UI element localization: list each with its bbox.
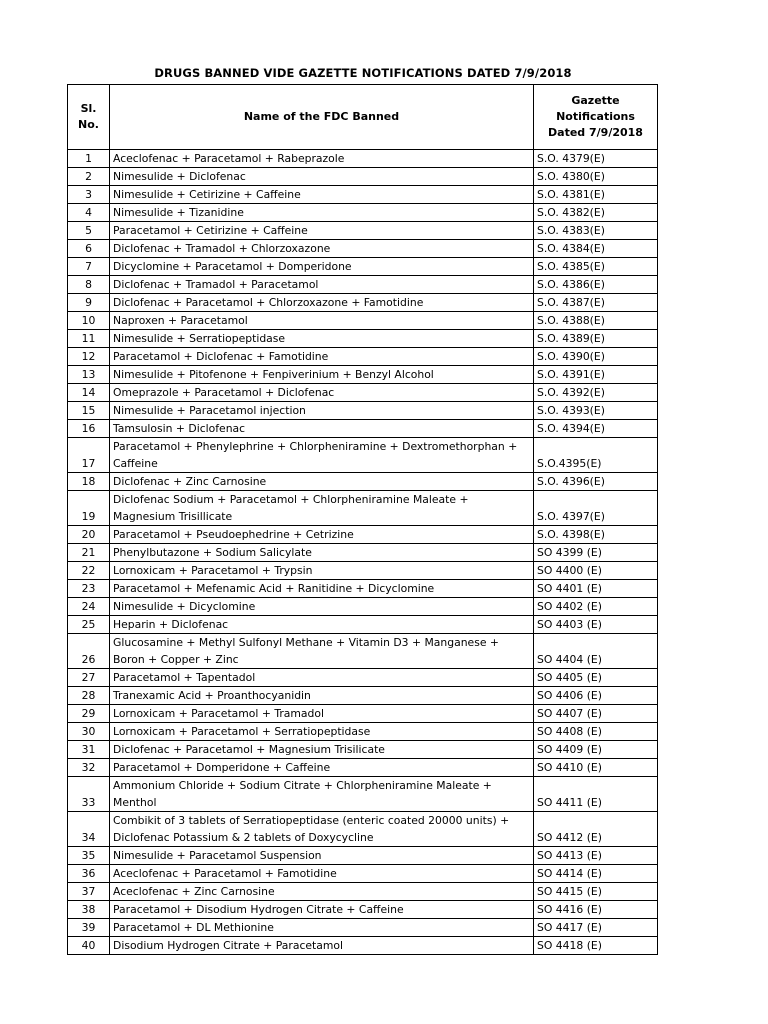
cell-fdc-name: Paracetamol + DL Methionine [110, 919, 534, 937]
cell-gazette-notification: S.O. 4379(E) [534, 150, 658, 168]
cell-fdc-name: Tamsulosin + Diclofenac [110, 420, 534, 438]
cell-gazette-notification: S.O. 4386(E) [534, 276, 658, 294]
cell-gazette-notification: S.O. 4387(E) [534, 294, 658, 312]
cell-gazette-notification: SO 4399 (E) [534, 544, 658, 562]
table-row [68, 812, 658, 847]
cell-gazette-notification: SO 4415 (E) [534, 883, 658, 901]
table-body [68, 150, 658, 955]
cell-sl-no: 24 [68, 598, 110, 616]
cell-gazette-notification: SO 4417 (E) [534, 919, 658, 937]
cell-gazette-notification: S.O. 4384(E) [534, 240, 658, 258]
cell-sl-no: 30 [68, 723, 110, 741]
cell-gazette-notification: S.O. 4392(E) [534, 384, 658, 402]
cell-gazette-notification: S.O. 4391(E) [534, 366, 658, 384]
table-row [68, 420, 658, 438]
cell-sl-no: 35 [68, 847, 110, 865]
table-row [68, 402, 658, 420]
table-row [68, 312, 658, 330]
table-row [68, 240, 658, 258]
cell-fdc-name: Nimesulide + Pitofenone + Fenpiverinium + Benzyl Alcohol [110, 366, 534, 384]
table-row [68, 883, 658, 901]
table-row [68, 580, 658, 598]
cell-gazette-notification: S.O. 4383(E) [534, 222, 658, 240]
table-row [68, 150, 658, 168]
cell-gazette-notification: SO 4414 (E) [534, 865, 658, 883]
table-row [68, 901, 658, 919]
cell-sl-no: 29 [68, 705, 110, 723]
table-row [68, 687, 658, 705]
cell-gazette-notification: SO 4400 (E) [534, 562, 658, 580]
cell-sl-no: 2 [68, 168, 110, 186]
cell-fdc-name: Paracetamol + Pseudoephedrine + Cetrizine [110, 526, 534, 544]
cell-fdc-name: Aceclofenac + Paracetamol + Famotidine [110, 865, 534, 883]
cell-fdc-name: Lornoxicam + Paracetamol + Serratiopeptidase [110, 723, 534, 741]
cell-sl-no: 39 [68, 919, 110, 937]
cell-gazette-notification: S.O. 4388(E) [534, 312, 658, 330]
cell-fdc-name: Paracetamol + Mefenamic Acid + Ranitidine + Dicyclomine [110, 580, 534, 598]
table-row [68, 222, 658, 240]
cell-gazette-notification: SO 4412 (E) [534, 812, 658, 847]
table-row [68, 865, 658, 883]
header-sl-no: Sl. No. [68, 85, 110, 150]
table-row [68, 669, 658, 687]
table-row [68, 276, 658, 294]
cell-fdc-name: Aceclofenac + Zinc Carnosine [110, 883, 534, 901]
cell-gazette-notification: SO 4402 (E) [534, 598, 658, 616]
cell-fdc-name: Glucosamine + Methyl Sulfonyl Methane + Vitamin D3 + Manganese + Boron + Copper + Zinc [110, 634, 534, 669]
cell-sl-no: 23 [68, 580, 110, 598]
cell-sl-no: 15 [68, 402, 110, 420]
cell-fdc-name: Diclofenac + Tramadol + Chlorzoxazone [110, 240, 534, 258]
cell-sl-no: 14 [68, 384, 110, 402]
cell-fdc-name: Nimesulide + Diclofenac [110, 168, 534, 186]
cell-gazette-notification: SO 4409 (E) [534, 741, 658, 759]
table-row [68, 634, 658, 669]
table-row [68, 294, 658, 312]
cell-sl-no: 36 [68, 865, 110, 883]
cell-sl-no: 12 [68, 348, 110, 366]
table-row [68, 348, 658, 366]
cell-fdc-name: Naproxen + Paracetamol [110, 312, 534, 330]
cell-sl-no: 7 [68, 258, 110, 276]
cell-fdc-name: Paracetamol + Phenylephrine + Chlorpheniramine + Dextromethorphan + Caffeine [110, 438, 534, 473]
table-row [68, 919, 658, 937]
cell-sl-no: 33 [68, 777, 110, 812]
cell-fdc-name: Nimesulide + Serratiopeptidase [110, 330, 534, 348]
cell-fdc-name: Diclofenac Sodium + Paracetamol + Chlorpheniramine Maleate + Magnesium Trisillicate [110, 491, 534, 526]
cell-fdc-name: Paracetamol + Domperidone + Caffeine [110, 759, 534, 777]
table-row [68, 847, 658, 865]
cell-gazette-notification: SO 4416 (E) [534, 901, 658, 919]
cell-sl-no: 40 [68, 937, 110, 955]
table-row [68, 438, 658, 473]
table-row [68, 204, 658, 222]
cell-sl-no: 18 [68, 473, 110, 491]
cell-sl-no: 31 [68, 741, 110, 759]
table-row [68, 723, 658, 741]
table-row [68, 330, 658, 348]
table-row [68, 258, 658, 276]
table-row [68, 544, 658, 562]
cell-gazette-notification: S.O. 4393(E) [534, 402, 658, 420]
cell-gazette-notification: S.O. 4381(E) [534, 186, 658, 204]
cell-gazette-notification: SO 4405 (E) [534, 669, 658, 687]
table-row [68, 473, 658, 491]
cell-fdc-name: Diclofenac + Paracetamol + Magnesium Trisilicate [110, 741, 534, 759]
cell-fdc-name: Nimesulide + Paracetamol Suspension [110, 847, 534, 865]
cell-fdc-name: Tranexamic Acid + Proanthocyanidin [110, 687, 534, 705]
cell-gazette-notification: S.O. 4385(E) [534, 258, 658, 276]
cell-sl-no: 16 [68, 420, 110, 438]
cell-fdc-name: Aceclofenac + Paracetamol + Rabeprazole [110, 150, 534, 168]
cell-sl-no: 17 [68, 438, 110, 473]
cell-sl-no: 32 [68, 759, 110, 777]
cell-fdc-name: Diclofenac + Tramadol + Paracetamol [110, 276, 534, 294]
table-row [68, 526, 658, 544]
table-row [68, 741, 658, 759]
cell-sl-no: 20 [68, 526, 110, 544]
document-title: DRUGS BANNED VIDE GAZETTE NOTIFICATIONS DATED 7/9/2018 [154, 66, 572, 80]
cell-gazette-notification: S.O. 4382(E) [534, 204, 658, 222]
cell-gazette-notification: S.O. 4398(E) [534, 526, 658, 544]
cell-sl-no: 5 [68, 222, 110, 240]
cell-sl-no: 27 [68, 669, 110, 687]
table-row [68, 168, 658, 186]
cell-gazette-notification: SO 4410 (E) [534, 759, 658, 777]
cell-fdc-name: Paracetamol + Tapentadol [110, 669, 534, 687]
table-row [68, 384, 658, 402]
table-row [68, 366, 658, 384]
cell-sl-no: 11 [68, 330, 110, 348]
cell-fdc-name: Lornoxicam + Paracetamol + Trypsin [110, 562, 534, 580]
cell-sl-no: 34 [68, 812, 110, 847]
cell-sl-no: 28 [68, 687, 110, 705]
cell-sl-no: 13 [68, 366, 110, 384]
table-row [68, 186, 658, 204]
table-row [68, 777, 658, 812]
cell-sl-no: 9 [68, 294, 110, 312]
cell-sl-no: 22 [68, 562, 110, 580]
cell-gazette-notification: SO 4406 (E) [534, 687, 658, 705]
cell-sl-no: 19 [68, 491, 110, 526]
cell-fdc-name: Nimesulide + Dicyclomine [110, 598, 534, 616]
cell-sl-no: 37 [68, 883, 110, 901]
table-row [68, 759, 658, 777]
cell-sl-no: 1 [68, 150, 110, 168]
cell-fdc-name: Paracetamol + Disodium Hydrogen Citrate + Caffeine [110, 901, 534, 919]
table-row [68, 937, 658, 955]
cell-gazette-notification: SO 4403 (E) [534, 616, 658, 634]
cell-gazette-notification: S.O.4395(E) [534, 438, 658, 473]
cell-gazette-notification: S.O. 4397(E) [534, 491, 658, 526]
cell-gazette-notification: S.O. 4394(E) [534, 420, 658, 438]
cell-sl-no: 6 [68, 240, 110, 258]
cell-sl-no: 10 [68, 312, 110, 330]
cell-gazette-notification: S.O. 4396(E) [534, 473, 658, 491]
banned-fdc-table [67, 84, 658, 955]
cell-gazette-notification: S.O. 4390(E) [534, 348, 658, 366]
cell-sl-no: 8 [68, 276, 110, 294]
table-row [68, 562, 658, 580]
cell-gazette-notification: S.O. 4389(E) [534, 330, 658, 348]
cell-sl-no: 4 [68, 204, 110, 222]
cell-gazette-notification: SO 4407 (E) [534, 705, 658, 723]
cell-fdc-name: Nimesulide + Paracetamol injection [110, 402, 534, 420]
cell-fdc-name: Diclofenac + Zinc Carnosine [110, 473, 534, 491]
table-row [68, 491, 658, 526]
cell-gazette-notification: SO 4404 (E) [534, 634, 658, 669]
cell-sl-no: 26 [68, 634, 110, 669]
cell-fdc-name: Paracetamol + Cetirizine + Caffeine [110, 222, 534, 240]
cell-gazette-notification: SO 4411 (E) [534, 777, 658, 812]
cell-fdc-name: Nimesulide + Tizanidine [110, 204, 534, 222]
cell-sl-no: 3 [68, 186, 110, 204]
header-gazette-notification: Gazette Notifications Dated 7/9/2018 [534, 85, 658, 150]
cell-gazette-notification: SO 4408 (E) [534, 723, 658, 741]
header-fdc-name: Name of the FDC Banned [110, 85, 534, 150]
cell-gazette-notification: S.O. 4380(E) [534, 168, 658, 186]
cell-fdc-name: Ammonium Chloride + Sodium Citrate + Chlorpheniramine Maleate + Menthol [110, 777, 534, 812]
cell-fdc-name: Heparin + Diclofenac [110, 616, 534, 634]
cell-fdc-name: Nimesulide + Cetirizine + Caffeine [110, 186, 534, 204]
cell-sl-no: 21 [68, 544, 110, 562]
cell-fdc-name: Disodium Hydrogen Citrate + Paracetamol [110, 937, 534, 955]
cell-fdc-name: Combikit of 3 tablets of Serratiopeptidase (enteric coated 20000 units) + Diclofenac Potassium & 2 tablets of Doxycycline [110, 812, 534, 847]
cell-fdc-name: Dicyclomine + Paracetamol + Domperidone [110, 258, 534, 276]
cell-fdc-name: Paracetamol + Diclofenac + Famotidine [110, 348, 534, 366]
cell-sl-no: 38 [68, 901, 110, 919]
cell-gazette-notification: SO 4418 (E) [534, 937, 658, 955]
cell-fdc-name: Omeprazole + Paracetamol + Diclofenac [110, 384, 534, 402]
cell-fdc-name: Lornoxicam + Paracetamol + Tramadol [110, 705, 534, 723]
cell-sl-no: 25 [68, 616, 110, 634]
cell-fdc-name: Diclofenac + Paracetamol + Chlorzoxazone + Famotidine [110, 294, 534, 312]
table-row [68, 616, 658, 634]
cell-gazette-notification: SO 4401 (E) [534, 580, 658, 598]
table-header-row [68, 85, 658, 150]
table-row [68, 598, 658, 616]
cell-gazette-notification: SO 4413 (E) [534, 847, 658, 865]
cell-fdc-name: Phenylbutazone + Sodium Salicylate [110, 544, 534, 562]
table-row [68, 705, 658, 723]
